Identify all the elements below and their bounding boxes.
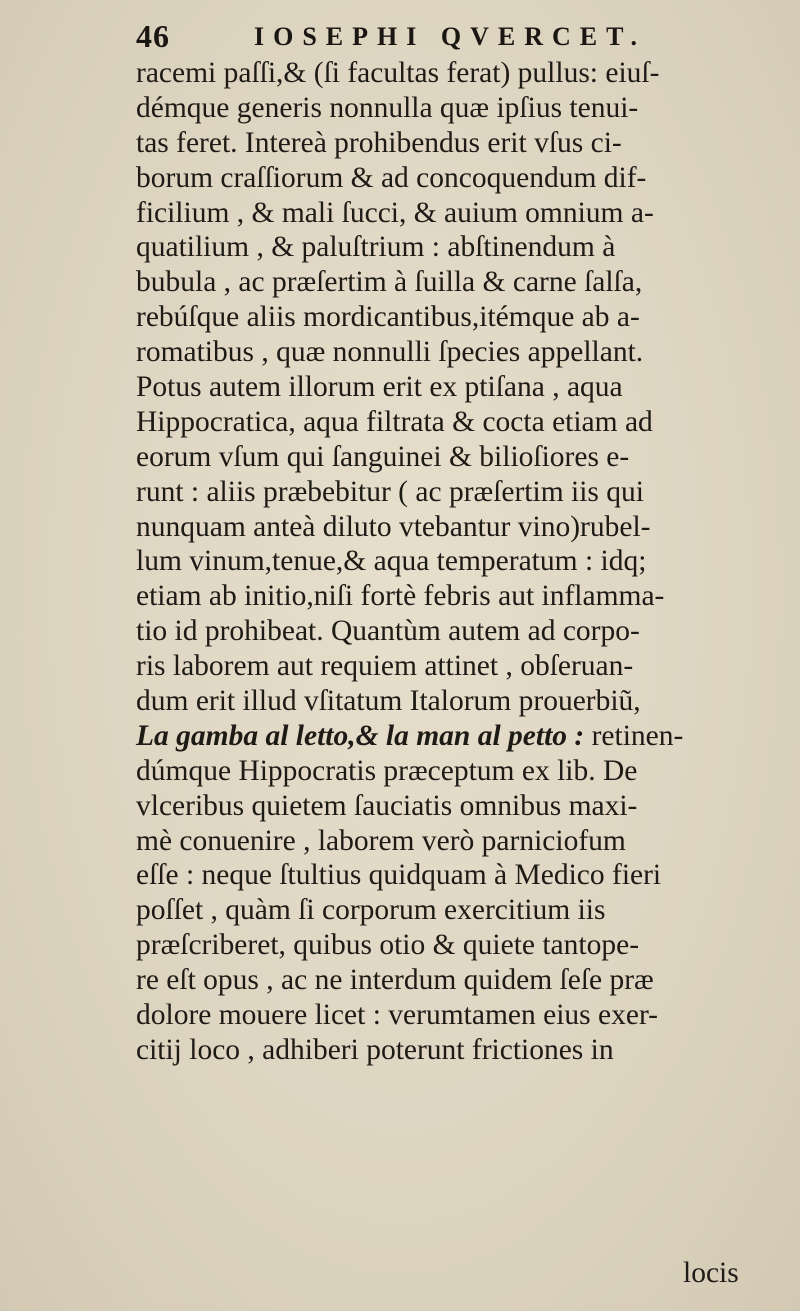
body-text (136, 56, 776, 1068)
proverb-line (136, 719, 776, 754)
page-header (136, 18, 696, 58)
text-line: eorum vſum qui ſanguinei & bilioſiores e- (136, 440, 630, 473)
text-line: citij loco , adhiberi poterunt frictiones in (136, 1033, 614, 1066)
text-line: ris laborem aut requiem attinet , obſeruan- (136, 650, 634, 683)
text-line: lum vinum,tenue,& aqua temperatum : idq; (136, 545, 647, 578)
text-line: dúmque Hippocratis præceptum ex lib. De (136, 754, 638, 787)
text-line: nunquam anteà diluto vtebantur vino)rubel- (136, 510, 651, 543)
text-line: præſcriberet, quibus otio & quiete tantope- (136, 929, 640, 962)
text-line: mè conuenire , laborem verò parniciofum (136, 824, 626, 857)
text-line: Hippocratica, aqua filtrata & cocta etiam ad (136, 405, 653, 438)
text-line: racemi paſſi,& (ſi facultas ferat) pullus: eiuſ- (136, 57, 660, 89)
text-line: eſſe : neque ſtultius quidquam à Medico fieri (136, 859, 662, 892)
text-line: romatibus , quæ nonnulli ſpecies appellant. (136, 336, 644, 369)
text-line: rebúſque aliis mordicantibus,itémque ab a- (136, 301, 640, 334)
running-head: IOSEPHI QVERCET. (254, 22, 647, 51)
italian-proverb: La gamba al letto,& la man al petto : (136, 719, 585, 752)
text-line: runt : aliis præbebitur ( ac præſertim iis qui (136, 475, 644, 508)
text-line: tio id prohibeat. Quantùm autem ad corpo- (136, 615, 640, 648)
text-line: etiam ab initio,niſi fortè febris aut inflamma- (136, 580, 665, 613)
text-line-continuation: retinen- (584, 719, 684, 752)
text-line: bubula , ac præſertim à ſuilla & carne ſalſa, (136, 266, 643, 299)
text-line: tas feret. Intereà prohibendus erit vſus ci- (136, 126, 622, 159)
text-line: poſſet , quàm ſi corporum exercitium iis (136, 894, 606, 927)
text-line: re eſt opus , ac ne interdum quidem ſeſe præ (136, 964, 654, 997)
catchword: locis (683, 1257, 739, 1289)
text-line: vlceribus quietem ſauciatis omnibus maxi- (136, 789, 638, 822)
text-line: dum erit illud vſitatum Italorum prouerbiũ, (136, 685, 641, 718)
page-number: 46 (136, 18, 170, 54)
text-line: dolore mouere licet : verumtamen eius exer- (136, 999, 658, 1032)
text-line: démque generis nonnulla quæ ipſius tenui- (136, 91, 639, 124)
text-line: quatilium , & paluſtrium : abſtinendum à (136, 231, 616, 264)
text-line: borum craſſiorum & ad concoquendum dif- (136, 161, 647, 194)
text-line: Potus autem illorum erit ex ptiſana , aqua (136, 371, 623, 404)
text-line: ficilium , & mali ſucci, & auium omnium a- (136, 196, 654, 229)
